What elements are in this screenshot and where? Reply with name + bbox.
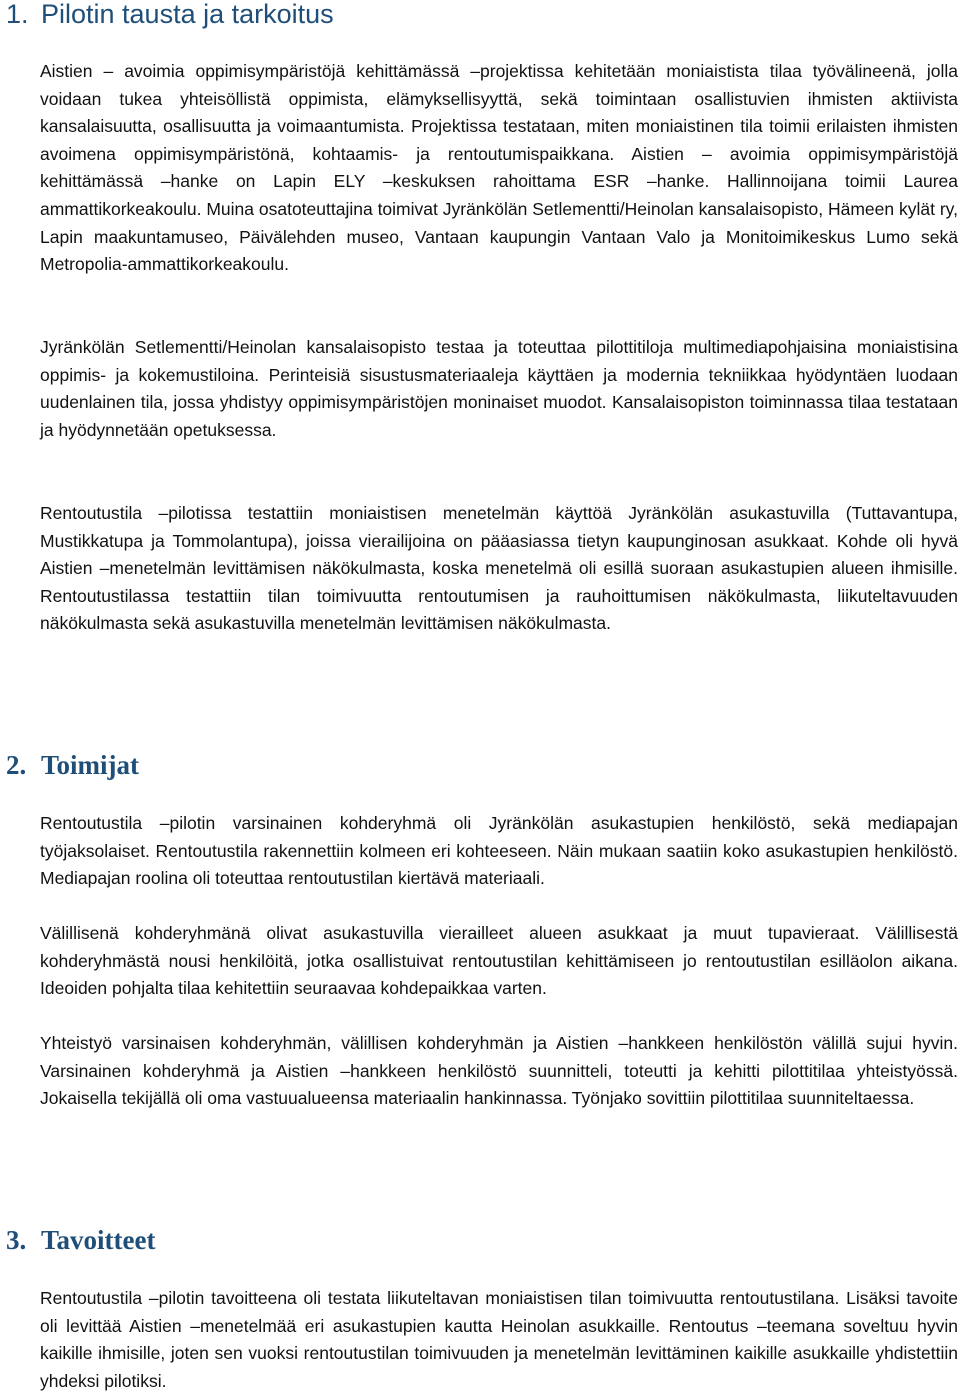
section-2-number: 2. <box>6 750 27 780</box>
section-1-heading <box>6 0 334 30</box>
section-3-number: 3. <box>6 1225 27 1255</box>
section-2-heading <box>6 749 139 781</box>
section-1-title: Pilotin tausta ja tarkoitus <box>41 0 334 29</box>
section-3-title: Tavoitteet <box>41 1225 156 1255</box>
section-2-paragraph-1: Rentoutustila –pilotin varsinainen kohderyhmä oli Jyränkölän asukastupien henkilöstö, sekä mediapajan työjaksolaiset. Rentoutustila rakennettiin kolmeen eri kohteeseen. Näin mukaan saatiin koko asukastupien henkilöstö. Mediapajan roolina oli toteuttaa rentoutustilan kiertävä materiaali. <box>40 813 958 889</box>
section-2-title: Toimijat <box>41 750 140 780</box>
section-1-paragraph-1: Aistien – avoimia oppimisympäristöjä kehittämässä –projektissa kehitetään moniaistista tilaa työvälineenä, jolla voidaan tukea yhteisöllistä oppimista, elämyksellisyyttä, sekä toimintaan osallistuvien ihmisten aktiivista kansalaisuutta, osallisuutta ja voimaantumista. Projektissa testataan, miten moniaistinen tila toimii erilaisten ihmisten avoimena oppimisympäristönä, kohtaamis- ja rentoutumispaikkana. Aistien – avoimia oppimisympäristöjä kehittämässä –hanke on Lapin ELY –keskuksen rahoittama ESR –hanke. Hallinnoijana toimii Laurea ammattikorkeakoulu. Muina osatoteuttajina toimivat Jyränkölän Setlementti/Heinolan kansalaisopisto, Hämeen kylät ry, Lapin maakuntamuseo, Päivälehden museo, Vantaan kaupungin Vantaan Valo ja Monitoimikeskus Lumo sekä Metropolia-ammattikorkeakoulu. <box>40 61 958 275</box>
section-2-paragraph-3: Yhteistyö varsinaisen kohderyhmän, välillisen kohderyhmän ja Aistien –hankkeen henkilöstön välillä sujui hyvin. Varsinainen kohderyhmä ja Aistien –hankkeen henkilöstö suunnitteli, toteutti ja kehitti pilottitilaa yhteistyössä. Jokaisella tekijällä oli oma vastuualueensa materiaalin hankinnassa. Työnjako sovittiin pilottitilaa suunniteltaessa. <box>40 1033 958 1109</box>
section-1-paragraph-2: Jyränkölän Setlementti/Heinolan kansalaisopisto testaa ja toteuttaa pilottitiloja multimediapohjaisina moniaistisina oppimis- ja kokemustiloina. Perinteisiä sisustusmateriaaleja käyttäen ja modernia tekniikkaa hyödyntäen luodaan uudenlainen tila, jossa yhdistyy oppimisympäristöjen moninaiset muodot. Kansalaisopiston toiminnassa tilaa testataan ja hyödynnetään opetuksessa. <box>40 337 958 440</box>
section-3-heading <box>6 1224 155 1256</box>
section-1-number: 1. <box>6 0 29 29</box>
section-1-paragraph-3: Rentoutustila –pilotissa testattiin moniaistisen menetelmän käyttöä Jyränkölän asukastuvilla (Tuttavantupa, Mustikkatupa ja Tommolantupa), joissa vierailijoina on pääasiassa tietyn kaupunginosan asukkaat. Kohde oli hyvä Aistien –menetelmän levittämisen näkökulmasta, koska menetelmä oli esillä suoraan asukastupien alueen ihmisille. Rentoutustilassa testattiin tilan toimivuutta rentoutumisen ja rauhoittumisen näkökulmasta, liikuteltavuuden näkökulmasta sekä asukastuvilla menetelmän levittämisen näkökulmasta. <box>40 503 958 634</box>
section-3-paragraph-1: Rentoutustila –pilotin tavoitteena oli testata liikuteltavan moniaistisen tilan toimivuutta rentoutustilana. Lisäksi tavoite oli levittää Aistien –menetelmää eri asukastupien kautta Heinolan asukkaille. Rentoutus –teemana soveltuu hyvin kaikille ihmisille, joten sen vuoksi rentoutustilan toimivuuden ja menetelmän levittäminen kaikille asukkaille yhdistettiin yhdeksi pilotiksi. <box>40 1288 958 1391</box>
section-2-paragraph-2: Välillisenä kohderyhmänä olivat asukastuvilla vierailleet alueen asukkaat ja muut tupavieraat. Välillisestä kohderyhmästä nousi henkilöitä, jotka osallistuivat rentoutustilan kehittämiseen jo rentoutustilan esilläolon aikana. Ideoiden pohjalta tilaa kehitettiin seuraavaa kohdepaikkaa varten. <box>40 923 958 999</box>
